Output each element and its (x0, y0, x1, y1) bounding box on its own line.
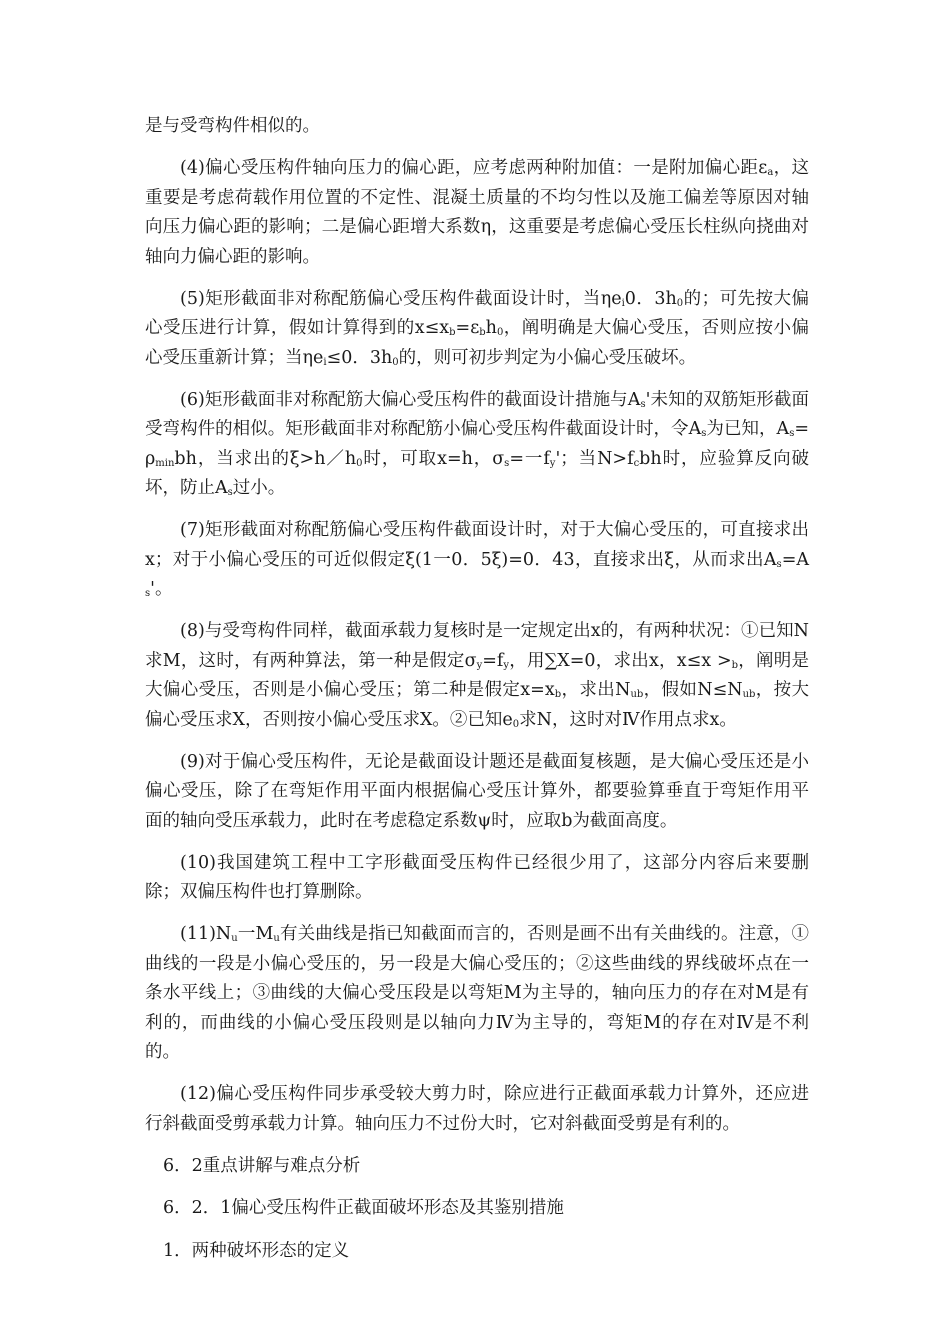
section-heading: 6．2重点讲解与难点分析 (163, 1155, 361, 1176)
document-body (145, 112, 809, 1279)
body-paragraph: (5)矩形截面非对称配筋偏心受压构件截面设计时，当$\eta e_i0$．$3h_0$的；可先按大偏心受压进行计算，假如计算得到的$x\le x_b=\varepsilon_bh_0$，阐明确是大偏心受压，否则应按小偏心受压重新计算；当$\eta e_i\le 0$．$3h_0$的，则可初步判定为小偏心受压破坏。 (145, 288, 810, 368)
body-paragraph: (10)我国建筑工程中工字形截面受压构件已经很少用了，这部分内容后来要删除；双偏压构件也打算删除。 (145, 852, 809, 902)
body-paragraph: (7)矩形截面对称配筋偏心受压构件截面设计时，对于大偏心受压的，可直接求出x；对于小偏心受压的可近似假定ξ(1一0．5ξ)=0．43，直接求出ξ，从而求出$A_s=A_s'$。 (145, 520, 809, 599)
body-paragraph: (6)矩形截面非对称配筋大偏心受压构件的截面设计措施与$A_s'$未知的双筋矩形截面受弯构件的相似。矩形截面非对称配筋小偏心受压构件截面设计时，令$A_s$为已知，$A_s=\rho_{min}bh$，当求出的$\xi>h/h_0$时，可取x=h，$\sigma_s=$一$f_y'$；当$N>f_cbh$时，应验算反向破坏，防止$A_s$过小。 (145, 389, 810, 498)
body-paragraph: 是与受弯构件相似的。 (145, 116, 320, 136)
body-paragraph: (9)对于偏心受压构件，无论是截面设计题还是截面复核题，是大偏心受压还是小偏心受压，除了在弯矩作用平面内根据偏心受压计算外，都要验算垂直于弯矩作用平面的轴向受压承载力，此时在考虑稳定系数ψ时，应取b为截面高度。 (145, 751, 809, 831)
section-heading: 1．两种破坏形态的定义 (163, 1240, 350, 1261)
body-paragraph: (8)与受弯构件同样，截面承载力复核时是一定规定出x的，有两种状况：①已知N求M，这时，有两种算法，第一种是假定$\sigma_y=f_y$，用∑X=0，求出x，$x\le x >_b$，阐明是大偏心受压，否则是小偏心受压；第二种是假定$x=x_b$，求出$N_{ub}$，假如$N\le N_{ub}$，按大偏心受压求X，否则按小偏心受压求X。②已知$e_0$求N，这时对Ⅳ作用点求x。 (145, 621, 810, 730)
body-paragraph: (12)偏心受压构件同步承受较大剪力时，除应进行正截面承载力计算外，还应进行斜截面受剪承载力计算。轴向压力不过份大时，它对斜截面受剪是有利的。 (145, 1084, 809, 1134)
body-paragraph: (4)偏心受压构件轴向压力的偏心距，应考虑两种附加值：一是附加偏心距$\varepsilon_a$，这重要是考虑荷载作用位置的不定性、混凝土质量的不均匀性以及施工偏差等原因对轴向压力偏心距的影响；二是偏心距增大系数η，这重要是考虑偏心受压长柱纵向挠曲对轴向力偏心距的影响。 (145, 158, 809, 267)
body-paragraph: $(11)N_u$一$M_u$有关曲线是指已知截面而言的，否则是画不出有关曲线的。注意，①曲线的一段是小偏心受压的，另一段是大偏心受压的；②这些曲线的界线破坏点在一条水平线上；③曲线的大偏心受压段是以弯矩M为主导的，轴向压力的存在对M是有利的，而曲线的小偏心受压段则是以轴向力Ⅳ为主导的，弯矩M的存在对Ⅳ是不利的。 (145, 924, 810, 1062)
section-heading: 6．2．1偏心受压构件正截面破坏形态及其鉴别措施 (163, 1198, 564, 1218)
